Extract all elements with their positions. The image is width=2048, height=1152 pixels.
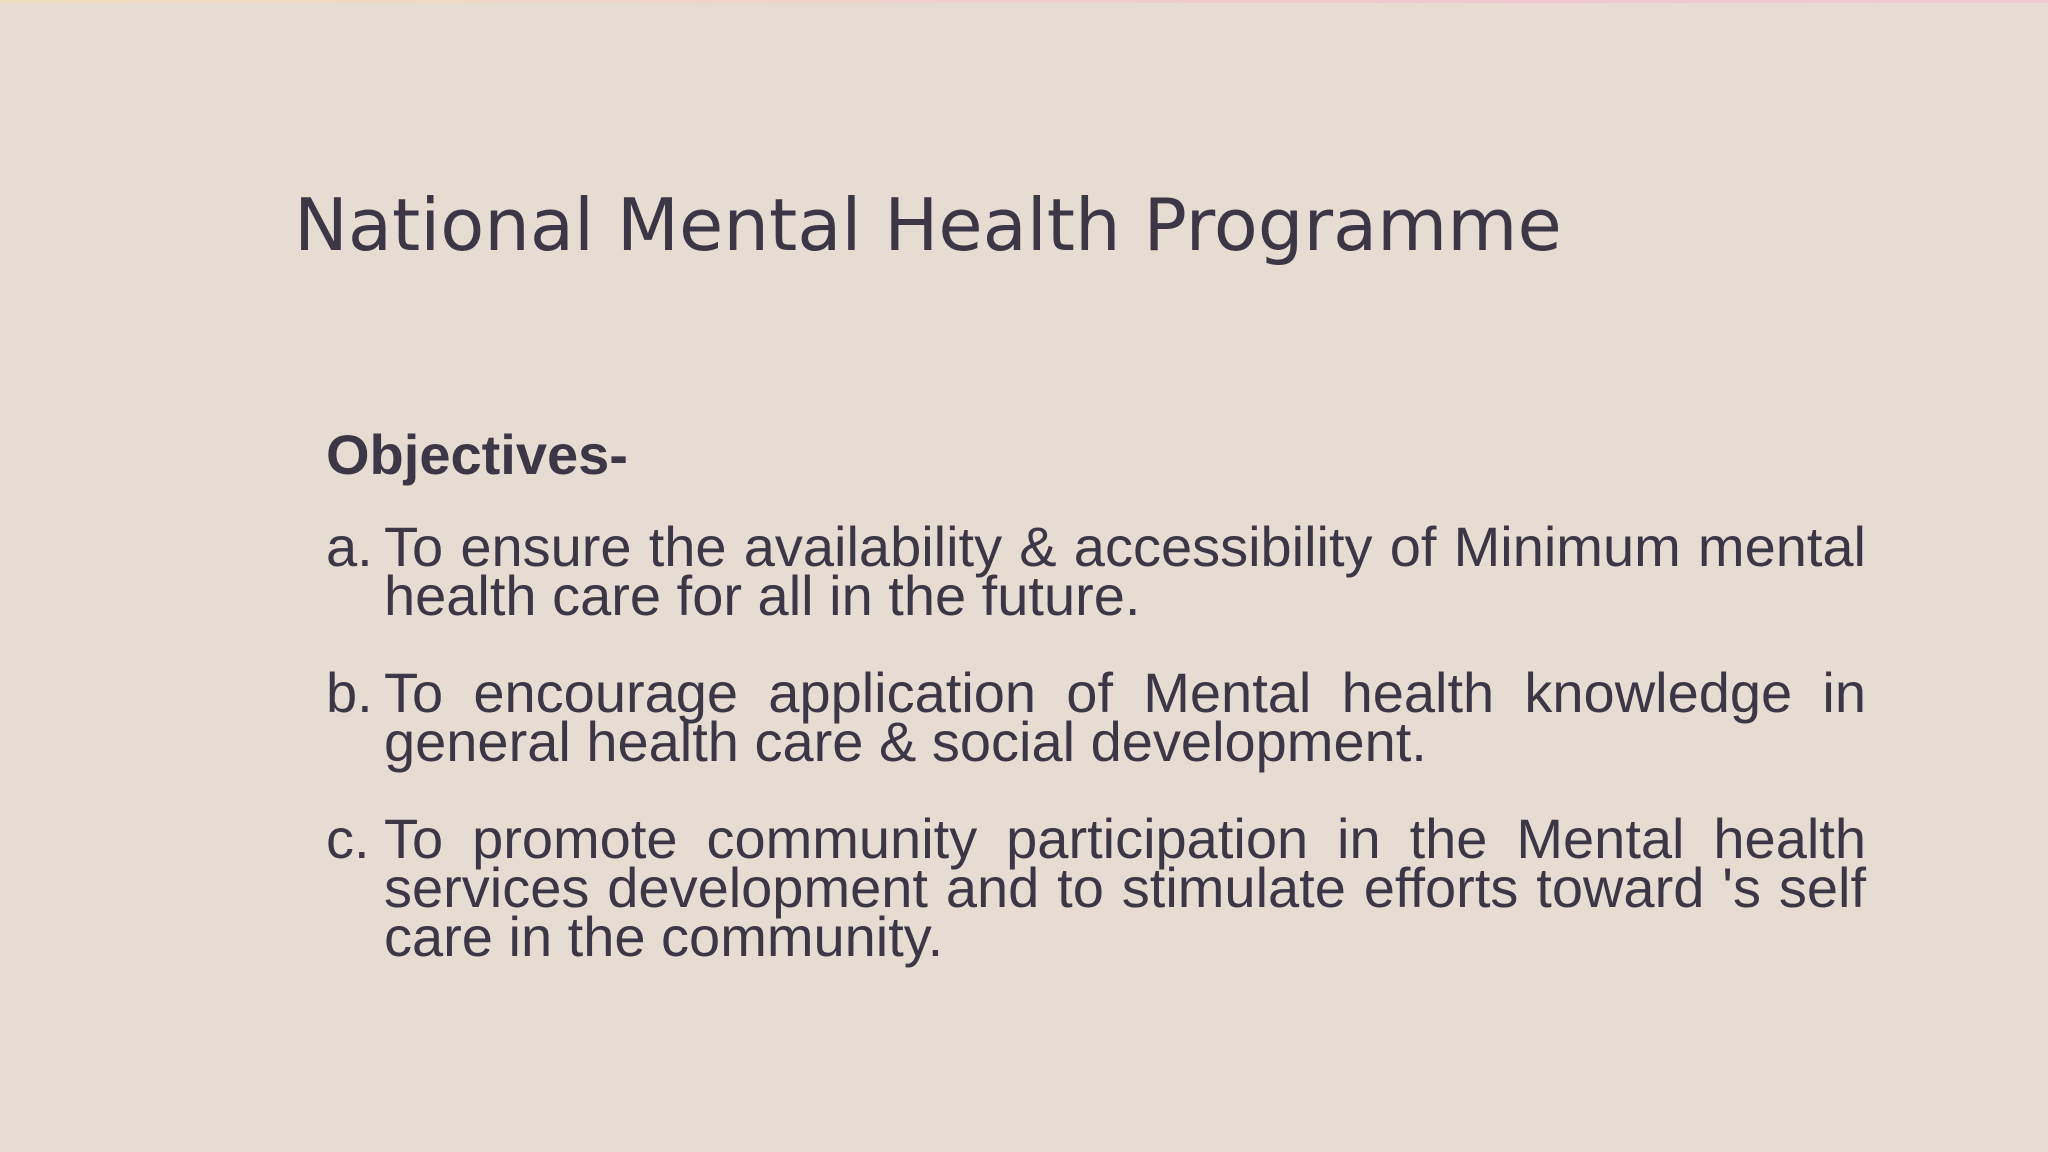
objective-text: To encourage application of Mental health knowledge in general health care & social development.	[384, 661, 1866, 773]
slide-title: National Mental Health Programme	[294, 183, 1562, 267]
objective-item-a	[326, 515, 1866, 627]
objective-marker: c.	[326, 807, 370, 870]
objective-text: To ensure the availability & accessibility of Minimum mental health care for all in the future.	[384, 515, 1866, 627]
objectives-heading: Objectives-	[326, 423, 628, 486]
objective-text: To promote community participation in the Mental health services development and to stimulate efforts toward 's self care in the community.	[384, 807, 1866, 968]
objectives-list	[326, 515, 1866, 1009]
objective-marker: a.	[326, 515, 373, 578]
objective-item-c	[326, 807, 1866, 968]
objective-marker: b.	[326, 661, 373, 724]
objective-item-b	[326, 661, 1866, 773]
